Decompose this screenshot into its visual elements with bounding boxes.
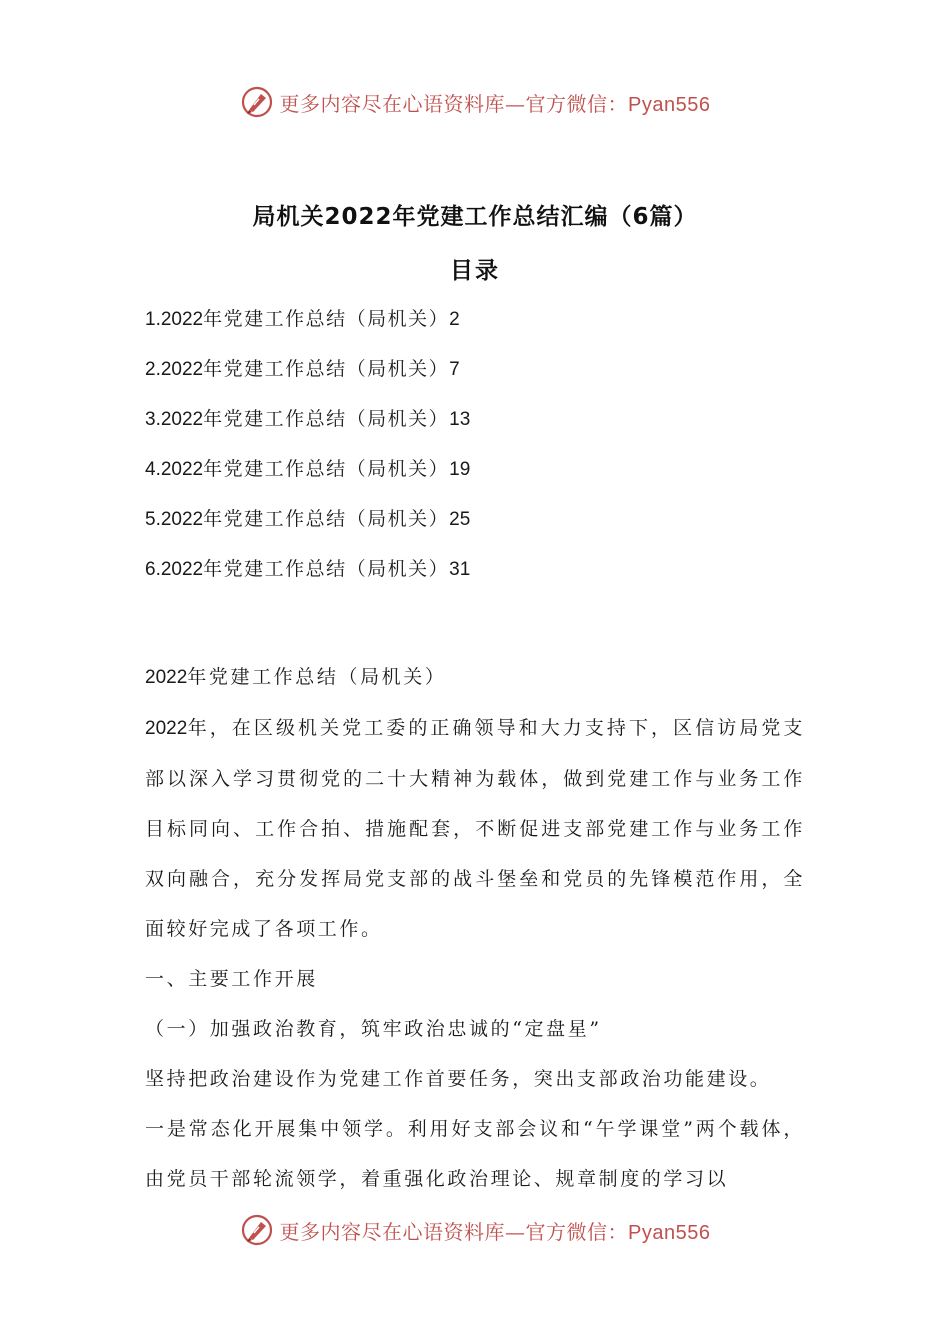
section-heading: 一、主要工作开展	[145, 968, 318, 990]
banner-text: 更多内容尽在心语资料库—官方微信：Pyan556	[279, 1219, 711, 1244]
toc-page-number: 7	[449, 359, 460, 380]
subsection-heading: （一）加强政治教育，筑牢政治忠诚的“定盘星”	[145, 1018, 602, 1040]
toc-item-2[interactable]: 2.2022年党建工作总结（局机关）7	[145, 358, 460, 380]
toc-item-6[interactable]: 6.2022年党建工作总结（局机关）31	[145, 558, 471, 580]
body-paragraph: 坚持把政治建设作为党建工作首要任务，突出支部政治功能建设。	[145, 1068, 772, 1090]
banner-text: 更多内容尽在心语资料库—官方微信：Pyan556	[279, 91, 711, 116]
toc-heading: 目录	[450, 258, 500, 284]
intro-paragraph: 2022年，在区级机关党工委的正确领导和大力支持下，区信访局党支部以深入学习贯彻党的二十大精神为载体，做到党建工作与业务工作目标同向、工作合拍、措施配套，不断促进支部党建工作与业务工作双向融合，充分发挥局党支部的战斗堡垒和党员的先锋模范作用，全面较好完成了各项工作。	[145, 717, 805, 940]
toc-page-number: 13	[449, 409, 471, 430]
pen-nib-logo-icon	[240, 1213, 274, 1247]
toc-item-3[interactable]: 3.2022年党建工作总结（局机关）13	[145, 408, 471, 430]
toc-item-5[interactable]: 5.2022年党建工作总结（局机关）25	[145, 508, 471, 530]
toc-item-1[interactable]: 1.2022年党建工作总结（局机关）2	[145, 308, 460, 330]
table-of-contents	[145, 304, 805, 604]
body-paragraph: 一是常态化开展集中领学。利用好支部会议和“午学课堂”两个载体，由党员干部轮流领学，着重强化政治理论、规章制度的学习以	[145, 1118, 805, 1190]
document-body	[145, 652, 805, 1204]
toc-item-4[interactable]: 4.2022年党建工作总结（局机关）19	[145, 458, 471, 480]
pen-nib-logo-icon	[240, 85, 274, 119]
document-title: 局机关2022年党建工作总结汇编（6篇）	[252, 204, 698, 230]
wechat-id: Pyan556	[628, 1221, 711, 1244]
toc-page-number: 2	[449, 309, 460, 330]
toc-page-number: 19	[449, 459, 471, 480]
section-title: 2022年党建工作总结（局机关）	[145, 666, 447, 688]
toc-page-number: 25	[449, 509, 471, 530]
header-banner	[0, 82, 950, 122]
footer-banner	[0, 1210, 950, 1250]
toc-page-number: 31	[449, 559, 471, 580]
wechat-id: Pyan556	[628, 93, 711, 116]
